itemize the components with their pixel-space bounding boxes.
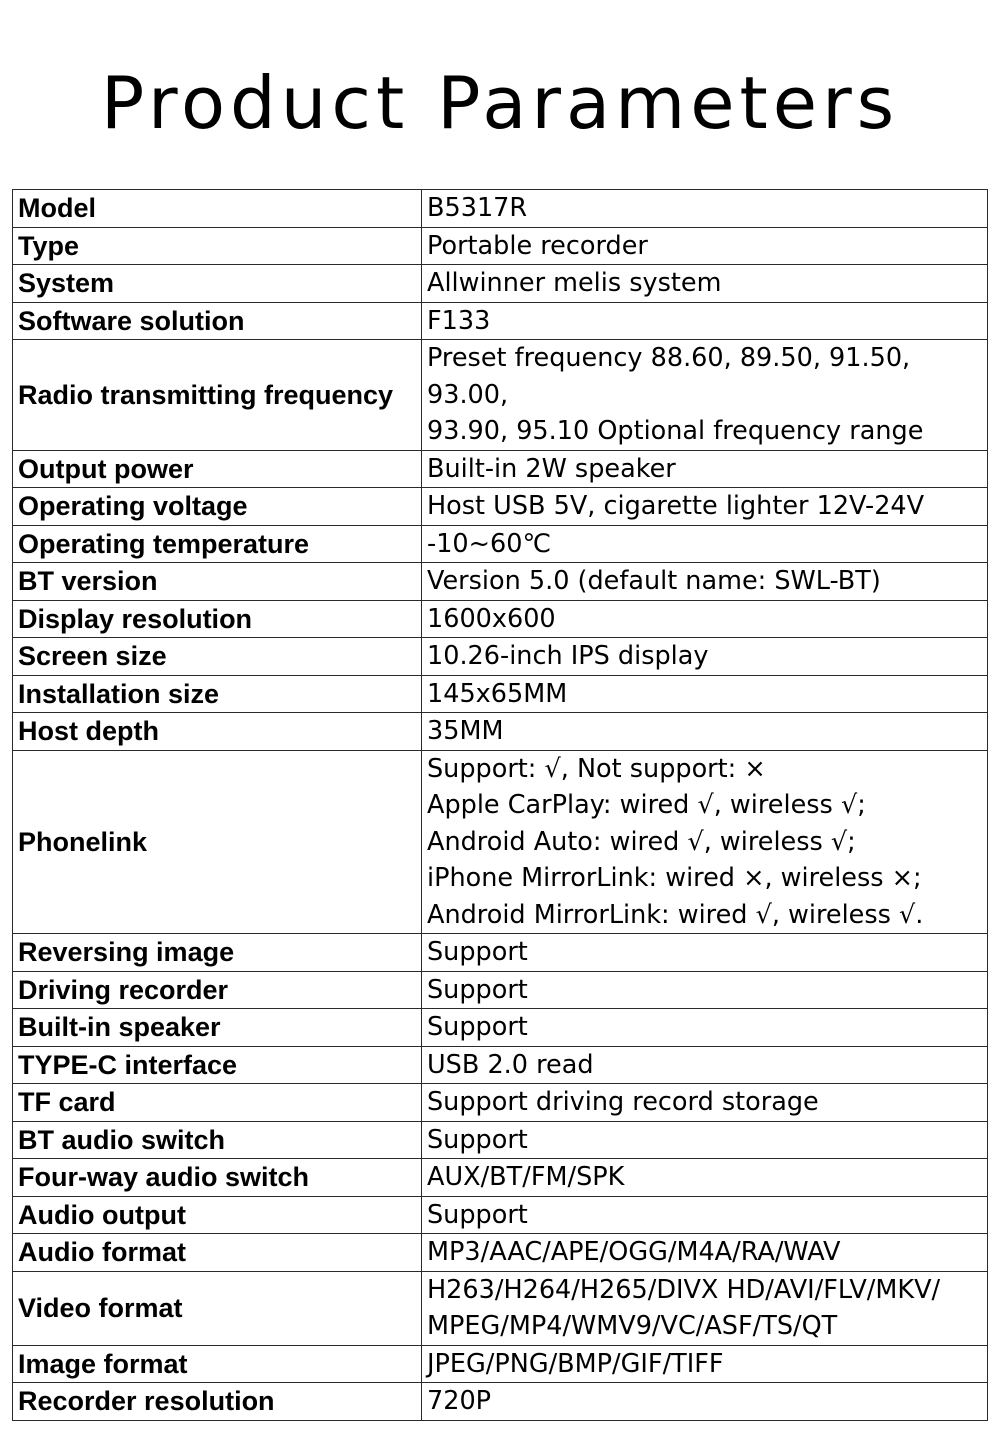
spec-label: Screen size (13, 638, 422, 676)
spec-value (422, 675, 988, 713)
table-row (13, 750, 988, 934)
spec-label: BT version (13, 563, 422, 601)
spec-value (422, 1234, 988, 1272)
spec-label: Installation size (13, 675, 422, 713)
spec-value (422, 1196, 988, 1234)
spec-value-line: AUX/BT/FM/SPK (427, 1162, 625, 1192)
table-row (13, 638, 988, 676)
table-row (13, 1345, 988, 1383)
spec-value-line: Android Auto: wired √, wireless √; (427, 826, 856, 857)
spec-value (422, 1009, 988, 1047)
spec-value (422, 713, 988, 751)
spec-value-line: 93.90, 95.10 Optional frequency range (427, 416, 924, 446)
spec-value (422, 190, 988, 228)
spec-label: Model (13, 190, 422, 228)
spec-value (422, 302, 988, 340)
spec-value (422, 227, 988, 265)
spec-value (422, 563, 988, 601)
table-row (13, 190, 988, 228)
spec-label: TF card (13, 1084, 422, 1122)
spec-value-line: Support (427, 937, 528, 967)
spec-value-line: Support: √, Not support: × (427, 753, 766, 784)
table-row (13, 600, 988, 638)
spec-label: Built-in speaker (13, 1009, 422, 1047)
spec-label: Host depth (13, 713, 422, 751)
table-row (13, 1159, 988, 1197)
spec-value-line: H263/H264/H265/DIVX HD/AVI/FLV/MKV/ (427, 1274, 941, 1305)
spec-value-line: Support (427, 1012, 528, 1042)
spec-value-line: F133 (427, 305, 491, 336)
table-row (13, 1009, 988, 1047)
spec-label: Type (13, 227, 422, 265)
spec-value (422, 525, 988, 563)
spec-value (422, 971, 988, 1009)
spec-label: Reversing image (13, 934, 422, 972)
spec-label: Radio transmitting frequency (13, 340, 422, 451)
table-row (13, 1196, 988, 1234)
spec-value-line: Support (427, 1199, 528, 1230)
spec-value (422, 638, 988, 676)
spec-label: Software solution (13, 302, 422, 340)
spec-value-line: Host USB 5V, cigarette lighter 12V-24V (427, 491, 925, 521)
spec-value-line: JPEG/PNG/BMP/GIF/TIFF (427, 1348, 724, 1379)
spec-label: Recorder resolution (13, 1383, 422, 1421)
spec-table (12, 189, 988, 1421)
spec-value (422, 450, 988, 488)
spec-value (422, 488, 988, 526)
spec-value-line: Portable recorder (427, 230, 648, 261)
spec-label: Display resolution (13, 600, 422, 638)
table-row (13, 1383, 988, 1421)
spec-label: Operating temperature (13, 525, 422, 563)
spec-value-line: Android MirrorLink: wired √, wireless √. (427, 899, 924, 930)
spec-value (422, 1084, 988, 1122)
spec-value-line: Support driving record storage (427, 1087, 819, 1117)
spec-value (422, 750, 988, 934)
spec-value (422, 1383, 988, 1421)
spec-value-line: Version 5.0 (default name: SWL-BT) (427, 566, 881, 596)
spec-value-line: 1600x600 (427, 603, 556, 634)
spec-label: Driving recorder (13, 971, 422, 1009)
table-row (13, 1084, 988, 1122)
table-row (13, 525, 988, 563)
spec-value-line: MP3/AAC/APE/OGG/M4A/RA/WAV (427, 1237, 841, 1267)
table-row (13, 1121, 988, 1159)
table-row (13, 1271, 988, 1345)
spec-label: Phonelink (13, 750, 422, 934)
spec-value-line: 720P (427, 1386, 492, 1416)
table-row (13, 340, 988, 451)
spec-value (422, 1159, 988, 1197)
spec-value (422, 1046, 988, 1084)
spec-value (422, 934, 988, 972)
spec-value (422, 600, 988, 638)
spec-label: TYPE-C interface (13, 1046, 422, 1084)
spec-label: System (13, 265, 422, 303)
table-row (13, 302, 988, 340)
spec-value-line: Support (427, 974, 528, 1005)
spec-label: Operating voltage (13, 488, 422, 526)
table-row (13, 1234, 988, 1272)
table-row (13, 713, 988, 751)
spec-value (422, 340, 988, 451)
spec-value-line: 35MM (427, 716, 504, 746)
table-row (13, 1046, 988, 1084)
spec-value-line: USB 2.0 read (427, 1049, 594, 1080)
spec-value-line: -10~60℃ (427, 528, 552, 559)
spec-value-line: iPhone MirrorLink: wired ×, wireless ×; (427, 863, 922, 893)
spec-value-line: Preset frequency 88.60, 89.50, 91.50, 93.00, (427, 343, 911, 410)
table-row (13, 563, 988, 601)
table-row (13, 971, 988, 1009)
spec-value-line: Allwinner melis system (427, 268, 722, 298)
spec-value (422, 1121, 988, 1159)
table-row (13, 934, 988, 972)
page-title: Product Parameters (100, 61, 900, 145)
table-row (13, 488, 988, 526)
spec-value-line: B5317R (427, 193, 528, 223)
table-row (13, 675, 988, 713)
spec-value-line: 10.26-inch IPS display (427, 641, 709, 671)
spec-label: Output power (13, 450, 422, 488)
table-row (13, 450, 988, 488)
spec-label: Audio output (13, 1196, 422, 1234)
spec-value-line: Support (427, 1124, 528, 1155)
table-row (13, 227, 988, 265)
spec-value (422, 265, 988, 303)
spec-table-body (13, 190, 988, 1421)
spec-label: Image format (13, 1345, 422, 1383)
spec-label: BT audio switch (13, 1121, 422, 1159)
spec-label: Video format (13, 1271, 422, 1345)
spec-label: Audio format (13, 1234, 422, 1272)
spec-value-line: Built-in 2W speaker (427, 453, 676, 484)
spec-value-line: Apple CarPlay: wired √, wireless √; (427, 790, 866, 820)
spec-value-line: 145x65MM (427, 678, 568, 709)
spec-label: Four-way audio switch (13, 1159, 422, 1197)
spec-value-line: MPEG/MP4/WMV9/VC/ASF/TS/QT (427, 1311, 838, 1341)
table-row (13, 265, 988, 303)
spec-value (422, 1271, 988, 1345)
spec-value (422, 1345, 988, 1383)
